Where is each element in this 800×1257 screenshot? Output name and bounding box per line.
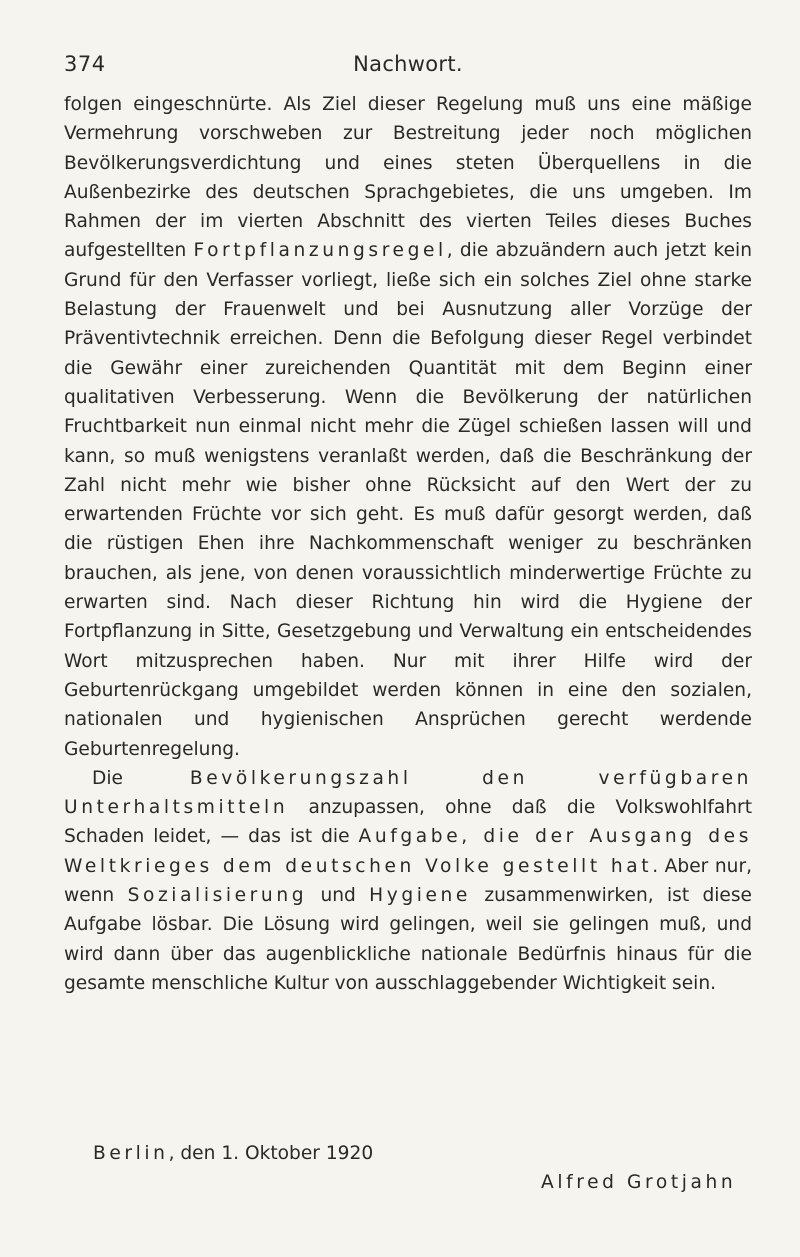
paragraph: [64, 764, 752, 998]
text-run: Die: [92, 767, 190, 789]
text-run: , die abzuändern auch jetzt kein Grund für den Verfasser vorliegt, ließe sich ein solches Ziel ohne starke Belastung der Frauenwelt und bei Ausnutzung aller Vorzüge der Präventivtechnik erreichen. Denn die Befolgung dieser Regel verbindet die Gewähr einer zureichenden Quantität mit dem Beginn einer qualitativen Verbesserung. Wenn die Bevölkerung der natürlichen Fruchtbarkeit nun einmal nicht mehr die Zügel schießen lassen will und kann, so muß wenigstens veranlaßt werden, daß die Beschränkung der Zahl nicht mehr wie bisher ohne Rücksicht auf den Wert der zu erwartenden Früchte vor sich geht. Es muß dafür gesorgt werden, daß die rüstigen Ehen ihre Nachkommenschaft weniger zu beschränken brauchen, als jene, von denen voraussichtlich minderwertige Früchte zu erwarten sind. Nach dieser Richtung hin wird die Hygiene der Fortpflanzung in Sitte, Gesetzgebung und Verwaltung ein entscheidendes Wort mitzusprechen haben. Nur mit ihrer Hilfe wird der Geburtenrückgang umgebildet werden können in eine den sozialen, nationalen und hygienischen Ansprüchen gerecht werdende Geburtenregelung.: [64, 240, 752, 760]
paragraph: [64, 90, 752, 764]
text-run: und: [307, 885, 370, 907]
signature-place: Berlin: [93, 1143, 169, 1164]
emphasized-text: Aufgabe, die der Ausgang des Weltkrieges dem deutschen Volke gestellt hat: [64, 826, 752, 877]
signature-date: , den 1. Oktober 1920: [168, 1143, 374, 1164]
text-run: folgen eingeschnürte. Als Ziel dieser Regelung muß uns eine mäßige Vermehrung vorschweben zur Bestreitung jeder noch möglichen Bevölkerungsverdichtung und eines steten Überquellens in die Außenbezirke des deutschen Sprachgebietes, die uns umgeben. Im Rahmen der im vierten Abschnitt des vierten Teiles dieses Buches aufgestellten: [64, 94, 752, 262]
text-run: zusammenwirken, ist diese Aufgabe lösbar. Die Lösung wird gelingen, weil sie gelingen muß, und wird dann über das augenblickliche nationale Bedürfnis hinaus für die gesamte menschliche Kultur von ausschlaggebender Wichtigkeit sein.: [64, 885, 752, 994]
text-run: anzupassen, ohne daß die Volkswohlfahrt Schaden leidet, — das ist die: [64, 797, 752, 848]
text-run: . Aber nur, wenn: [64, 855, 753, 907]
emphasized-text: Bevölkerungszahl den verfügbaren Unterhaltsmitteln: [64, 767, 752, 819]
signature-place-date: [93, 1143, 373, 1164]
page-header: [64, 52, 752, 82]
emphasized-text: Fortpflanzungsregel: [193, 240, 447, 262]
emphasized-text: Sozialisierung: [127, 885, 308, 907]
page-number: 374: [64, 52, 106, 76]
running-head: Nachwort.: [353, 52, 463, 76]
body-text: [64, 90, 752, 998]
signature-author: Alfred Grotjahn: [541, 1172, 737, 1193]
emphasized-text: Hygiene: [369, 885, 471, 907]
